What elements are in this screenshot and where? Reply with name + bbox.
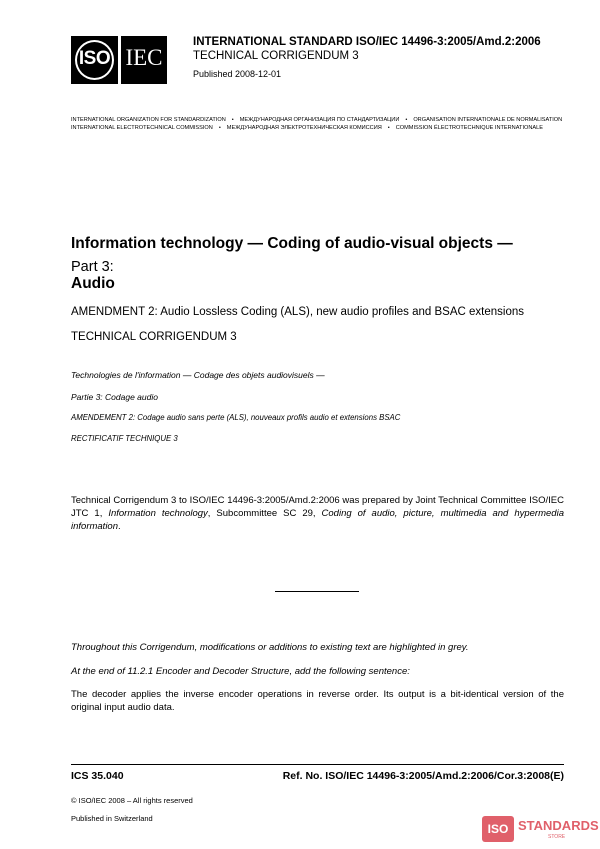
iso-standards-store-watermark xyxy=(482,816,599,842)
iso-logo-text: ISO xyxy=(78,48,111,69)
ics-code: ICS 35.040 xyxy=(71,770,124,782)
part-name: Audio xyxy=(71,275,115,292)
part-number: Part 3: xyxy=(71,259,114,275)
prepared-text-2: , Subcommittee SC 29, xyxy=(207,508,322,519)
decoder-sentence: The decoder applies the inverse encoder operations in reverse order. Its output is a bit-identical version of the original input audio data. xyxy=(71,689,564,713)
highlight-note: Throughout this Corrigendum, modifications or additions to existing text are highlighted in grey. xyxy=(71,642,469,653)
footer-rule xyxy=(71,764,564,765)
prepared-text-1: Technical Corrigendum 3 to ISO/IEC 14496-3:2005/Amd.2:2006 was prepared by Joint Technical Committee ISO/IEC JTC 1, xyxy=(71,495,564,519)
french-amendment: AMENDEMENT 2: Codage audio sans perte (ALS), nouveaux profils audio et extensions BSAC xyxy=(71,413,401,422)
published-in: Published in Switzerland xyxy=(71,814,153,823)
prepared-by-paragraph xyxy=(71,494,564,533)
org-iec-ru: МЕЖДУНАРОДНАЯ ЭЛЕКТРОТЕХНИЧЕСКАЯ КОМИССИЯ xyxy=(226,125,382,131)
org-iec-en: INTERNATIONAL ELECTROTECHNICAL COMMISSION xyxy=(71,125,213,131)
corrigendum-title: TECHNICAL CORRIGENDUM 3 xyxy=(71,331,237,343)
document-title: Information technology — Coding of audio-visual objects — xyxy=(71,235,513,252)
iec-logo xyxy=(121,36,167,84)
org-separator: • xyxy=(405,117,408,123)
iec-logo-text: IEC xyxy=(125,45,163,70)
section-divider xyxy=(275,591,359,592)
watermark-badge: ISO xyxy=(482,816,514,842)
watermark-name: STANDARDS xyxy=(518,818,599,833)
orgs-line-1 xyxy=(71,117,571,123)
standard-subtitle: TECHNICAL CORRIGENDUM 3 xyxy=(193,50,359,62)
org-iso-ru: МЕЖДУНАРОДНАЯ ОРГАНИЗАЦИЯ ПО СТАНДАРТИЗАЦИИ xyxy=(239,117,400,123)
org-separator: • xyxy=(387,125,390,131)
published-date: Published 2008-12-01 xyxy=(193,69,282,79)
french-corrigendum: RECTIFICATIF TECHNIQUE 3 xyxy=(71,434,178,443)
org-separator: • xyxy=(218,125,221,131)
org-iec-fr: COMMISSION ÉLECTROTECHNIQUE INTERNATIONALE xyxy=(395,125,543,131)
reference-number: Ref. No. ISO/IEC 14496-3:2005/Amd.2:2006/Cor.3:2008(E) xyxy=(282,770,564,782)
french-title: Technologies de l'information — Codage des objets audiovisuels — xyxy=(71,370,325,380)
amendment-title: AMENDMENT 2: Audio Lossless Coding (ALS), new audio profiles and BSAC extensions xyxy=(71,306,524,318)
org-separator: • xyxy=(231,117,234,123)
subcommittee-name: Coding of audio, picture, multimedia and hypermedia information xyxy=(71,508,564,532)
french-part: Partie 3: Codage audio xyxy=(71,392,158,402)
prepared-text-3: . xyxy=(118,521,121,532)
committee-name: Information technology xyxy=(108,508,208,519)
org-iso-en: INTERNATIONAL ORGANIZATION FOR STANDARDIZATION xyxy=(71,117,226,123)
standard-title: INTERNATIONAL STANDARD ISO/IEC 14496-3:2005/Amd.2:2006 xyxy=(193,36,541,48)
orgs-line-2 xyxy=(71,125,571,131)
watermark-small: STORE xyxy=(548,834,566,840)
instruction-note: At the end of 11.2.1 Encoder and Decoder Structure, add the following sentence: xyxy=(71,666,410,677)
iso-logo xyxy=(71,36,118,84)
copyright: © ISO/IEC 2008 – All rights reserved xyxy=(71,796,193,805)
org-iso-fr: ORGANISATION INTERNATIONALE DE NORMALISATION xyxy=(413,117,563,123)
